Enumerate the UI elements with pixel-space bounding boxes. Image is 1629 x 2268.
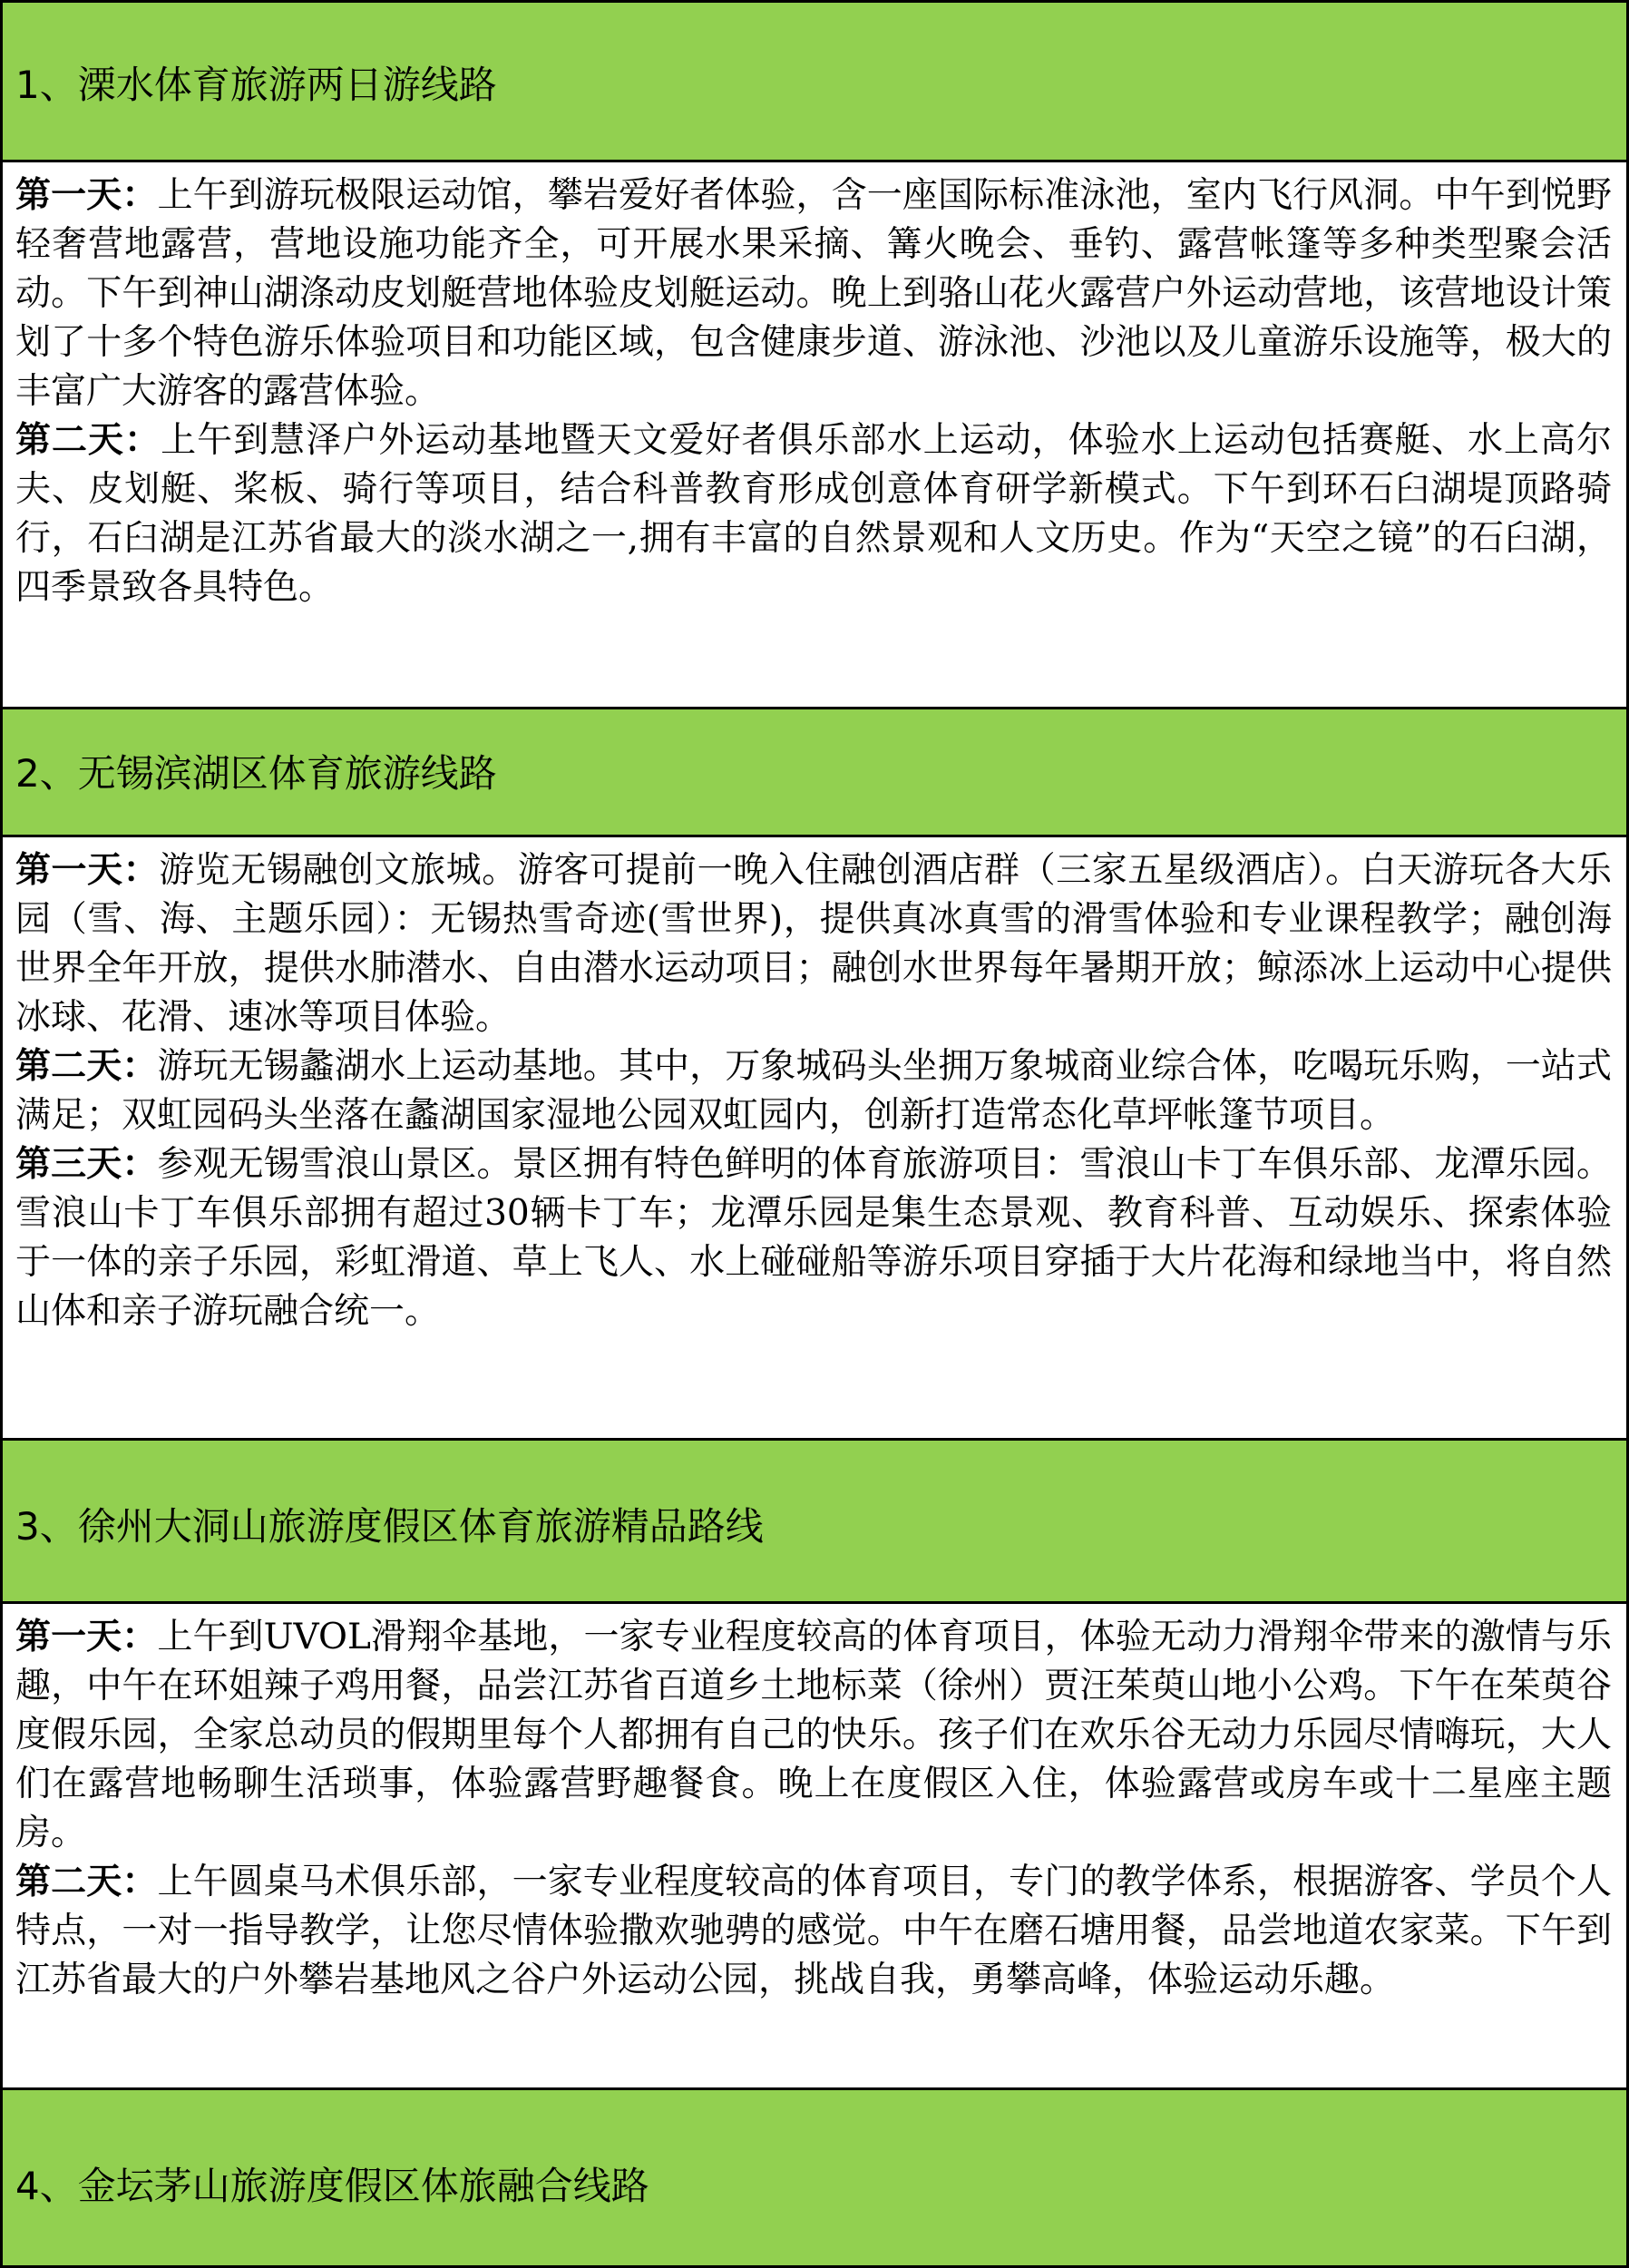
route-1-body xyxy=(3,162,1626,709)
day-text: 上午到UVOL滑翔伞基地，一家专业程度较高的体育项目，体验无动力滑翔伞带来的激情与乐趣，中午在环姐辣子鸡用餐，品尝江苏省百道乡土地标菜（徐州）贾汪茱萸山地小公鸡。下午在茱萸谷度假乐园，全家总动员的假期里每个人都拥有自己的快乐。孩子们在欢乐谷无动力乐园尽情嗨玩，大人们在露营地畅聊生活琐事，体验露营野趣餐食。晚上在度假区入住，体验露营或房车或十二星座主题房。 xyxy=(15,1617,1612,1853)
day-label: 第一天： xyxy=(15,850,160,891)
route-3-body xyxy=(3,1604,1626,2090)
route-3-header xyxy=(3,1441,1626,1604)
route-2-title: 2、无锡滨湖区体育旅游线路 xyxy=(15,751,497,796)
day-text: 上午到游玩极限运动馆，攀岩爱好者体验，含一座国际标准泳池，室内飞行风洞。中午到悦野轻奢营地露营，营地设施功能齐全，可开展水果采摘、篝火晚会、垂钓、露营帐篷等多种类型聚会活动。下午到神山湖涤动皮划艇营地体验皮划艇运动。晚上到骆山花火露营户外运动营地，该营地设计策划了十多个特色游乐体验项目和功能区域，包含健康步道、游泳池、沙池以及儿童游乐设施等，极大的丰富广大游客的露营体验。 xyxy=(15,175,1612,412)
day-label: 第一天： xyxy=(15,175,158,216)
day-text: 参观无锡雪浪山景区。景区拥有特色鲜明的体育旅游项目：雪浪山卡丁车俱乐部、龙潭乐园。雪浪山卡丁车俱乐部拥有超过30辆卡丁车；龙潭乐园是集生态景观、教育科普、互动娱乐、探索体验于一体的亲子乐园，彩虹滑道、草上飞人、水上碰碰船等游乐项目穿插于大片花海和绿地当中，将自然山体和亲子游玩融合统一。 xyxy=(15,1144,1612,1332)
route-1-header xyxy=(3,3,1626,162)
day-text: 上午到慧泽户外运动基地暨天文爱好者俱乐部水上运动，体验水上运动包括赛艇、水上高尔夫、皮划艇、桨板、骑行等项目，结合科普教育形成创意体育研学新模式。下午到环石臼湖堤顶路骑行，石臼湖是江苏省最大的淡水湖之一,拥有丰富的自然景观和人文历史。作为“天空之镜”的石臼湖，四季景致各具特色。 xyxy=(15,420,1612,608)
day-text: 上午圆桌马术俱乐部，一家专业程度较高的体育项目，专门的教学体系，根据游客、学员个人特点，一对一指导教学，让您尽情体验撒欢驰骋的感觉。中午在磨石塘用餐，品尝地道农家菜。下午到江苏省最大的户外攀岩基地风之谷户外运动公园，挑战自我，勇攀高峰，体验运动乐趣。 xyxy=(15,1862,1612,2000)
day-label: 第一天： xyxy=(15,1617,158,1657)
route-2-header xyxy=(3,709,1626,837)
day-label: 第二天： xyxy=(15,420,161,461)
day-text: 游览无锡融创文旅城。游客可提前一晚入住融创酒店群（三家五星级酒店）。白天游玩各大乐园（雪、海、主题乐园）：无锡热雪奇迹(雪世界)，提供真冰真雪的滑雪体验和专业课程教学；融创海世界全年开放，提供水肺潜水、自由潜水运动项目；融创水世界每年暑期开放；鲸添冰上运动中心提供冰球、花滑、速冰等项目体验。 xyxy=(15,850,1612,1038)
route-1-title: 1、溧水体育旅游两日游线路 xyxy=(15,63,497,107)
route-2-day-1 xyxy=(15,846,1612,1042)
day-label: 第三天： xyxy=(15,1144,158,1185)
day-label: 第二天： xyxy=(15,1046,158,1087)
route-1-day-1 xyxy=(15,171,1612,416)
route-2-day-3 xyxy=(15,1140,1612,1336)
route-3-day-2 xyxy=(15,1858,1612,2005)
day-text: 游玩无锡蠡湖水上运动基地。其中，万象城码头坐拥万象城商业综合体，吃喝玩乐购，一站式满足；双虹园码头坐落在蠡湖国家湿地公园双虹园内，创新打造常态化草坪帐篷节项目。 xyxy=(15,1046,1612,1136)
route-4-title: 4、金坛茅山旅游度假区体旅融合线路 xyxy=(15,2164,649,2208)
route-2-day-2 xyxy=(15,1042,1612,1140)
route-4-header xyxy=(3,2090,1626,2265)
route-3-day-1 xyxy=(15,1613,1612,1858)
route-3-title: 3、徐州大洞山旅游度假区体育旅游精品路线 xyxy=(15,1504,764,1549)
route-1-day-2 xyxy=(15,416,1612,612)
day-label: 第二天： xyxy=(15,1862,158,1902)
route-2-body xyxy=(3,837,1626,1441)
